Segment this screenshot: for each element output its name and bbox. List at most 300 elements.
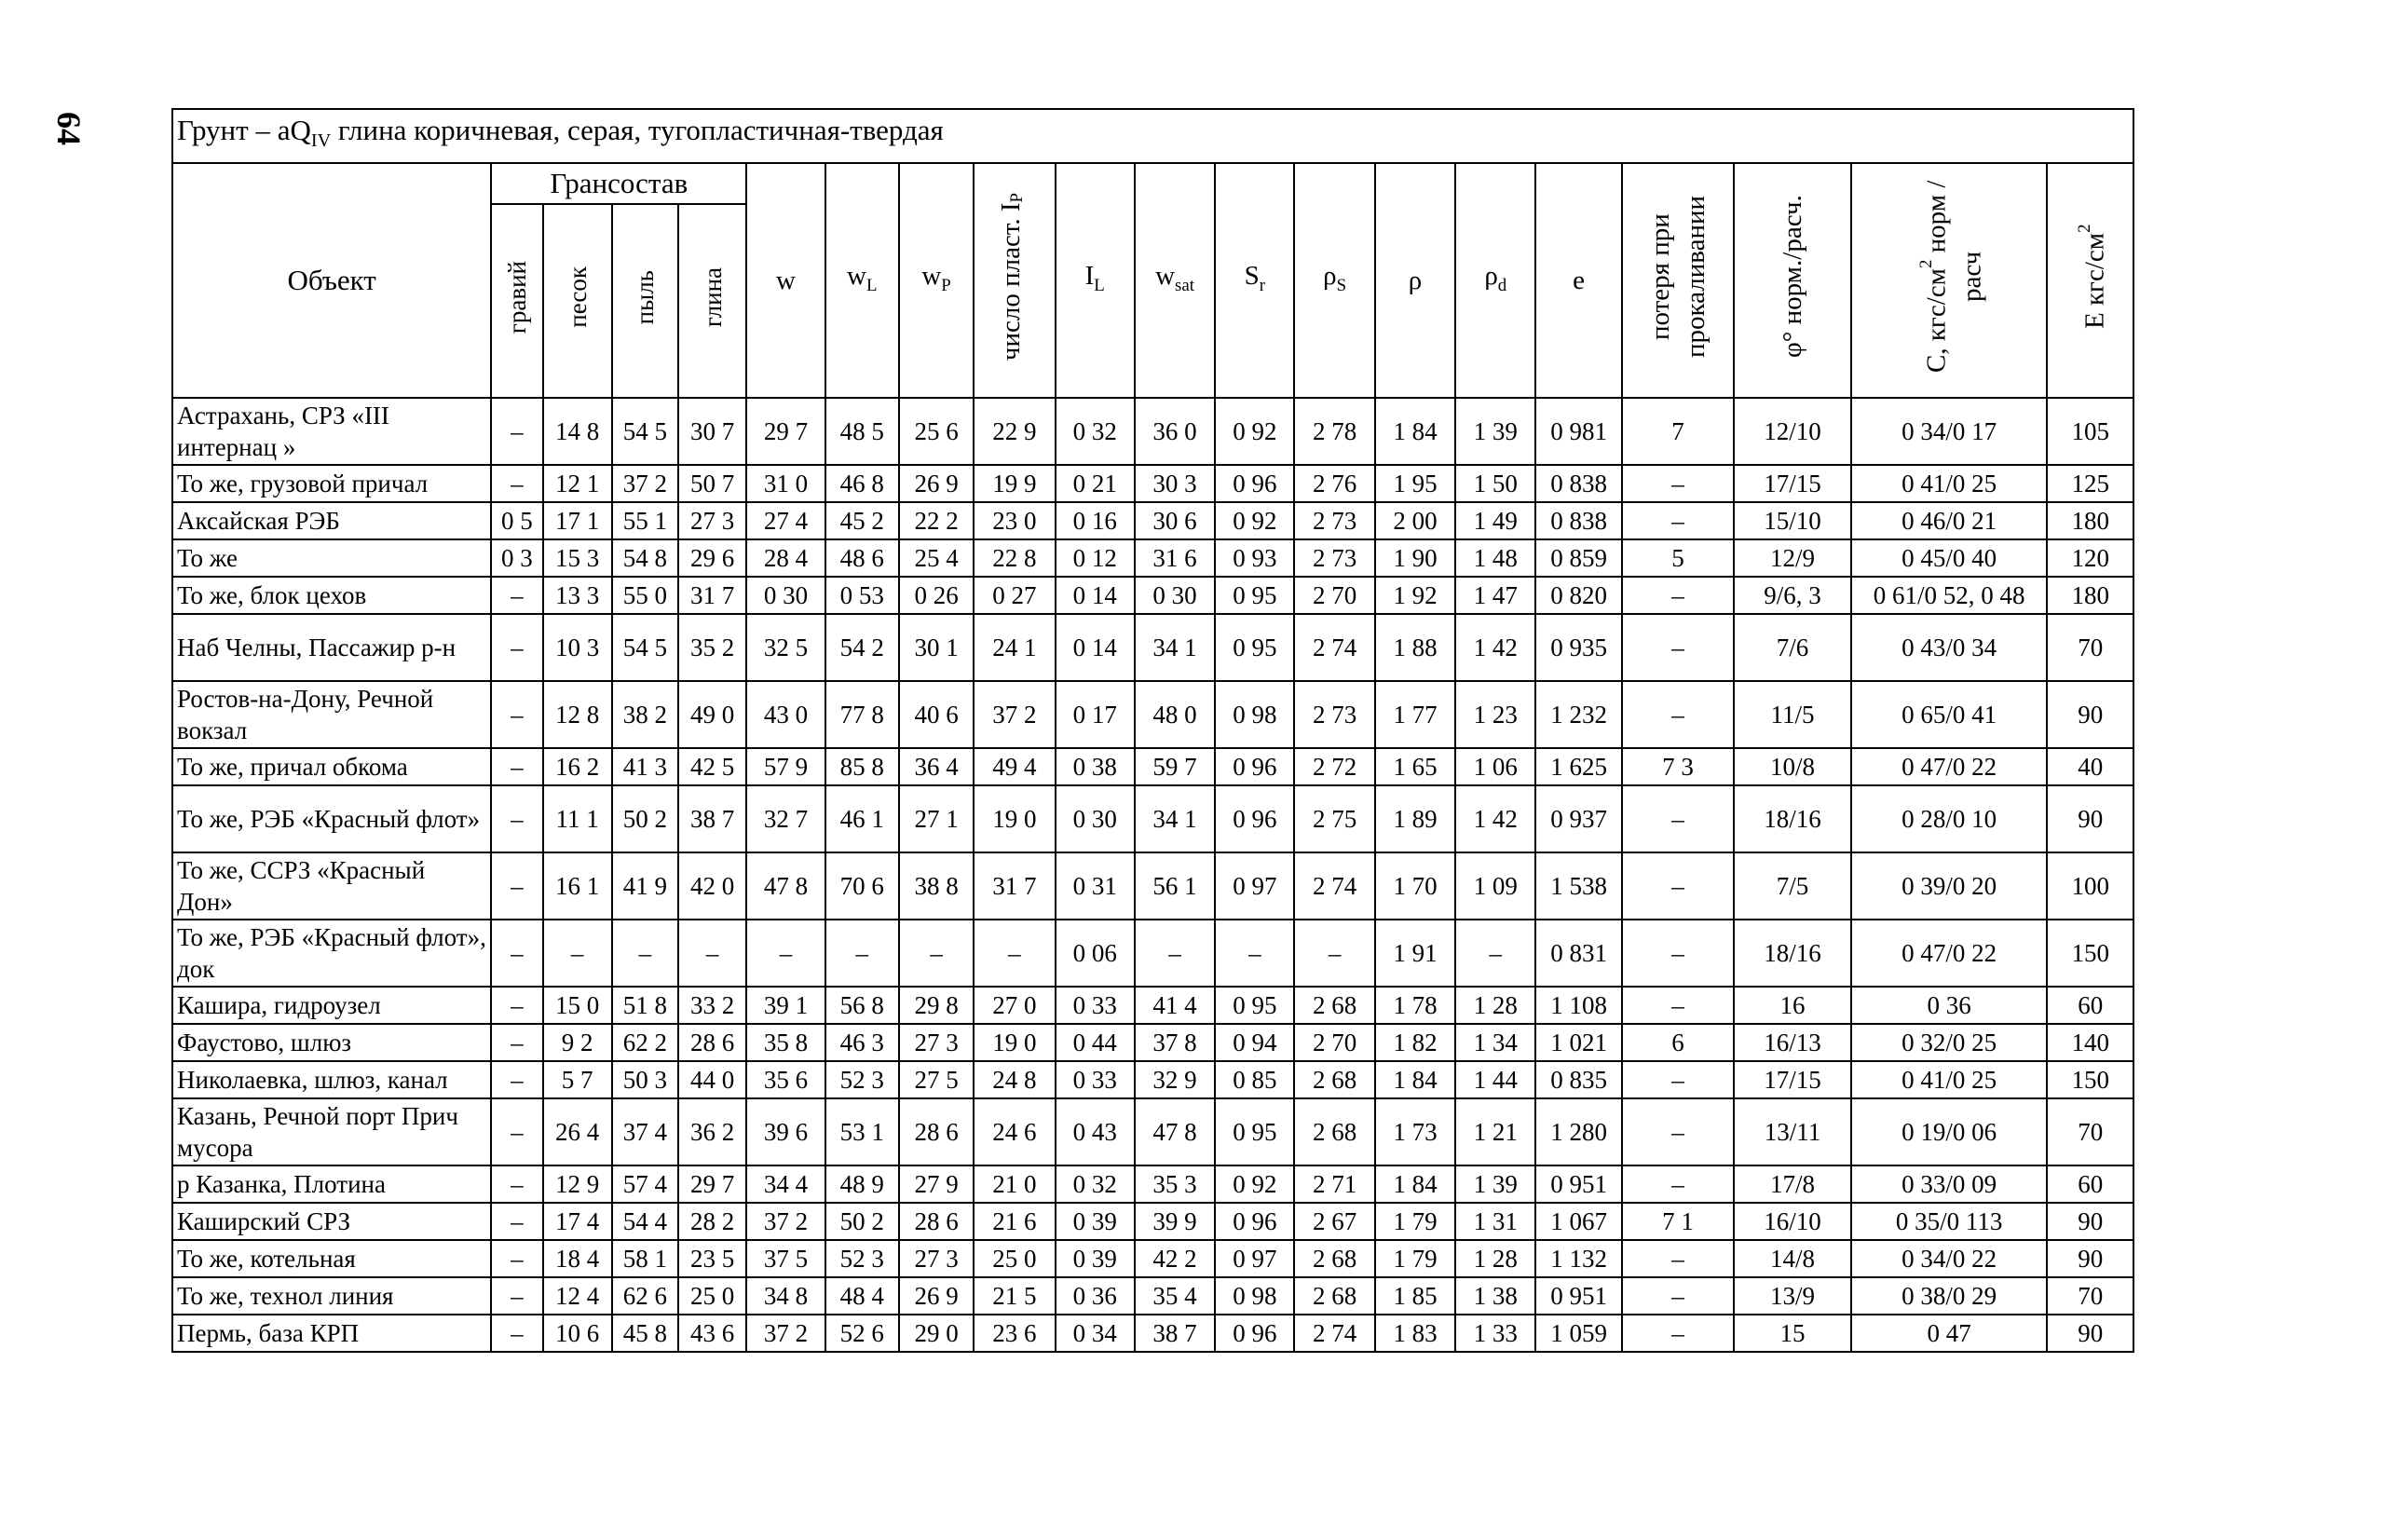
cell-wl: 48 5 — [825, 398, 899, 465]
cell-w: 32 7 — [746, 785, 825, 852]
cell-gravel: – — [491, 1277, 542, 1315]
cell-loss: – — [1622, 465, 1734, 502]
cell-rho: 1 78 — [1375, 987, 1455, 1024]
cell-clay: 27 3 — [678, 502, 746, 539]
cell-gravel: 0 3 — [491, 539, 542, 577]
cell-ip: 19 0 — [974, 1024, 1055, 1061]
cell-w: 34 8 — [746, 1277, 825, 1315]
cell-wp: 40 6 — [899, 681, 974, 748]
cell-sr: 0 96 — [1215, 1315, 1294, 1352]
cell-il: 0 36 — [1056, 1277, 1135, 1315]
cell-e: 1 538 — [1535, 852, 1621, 920]
cell-ip: 21 5 — [974, 1277, 1055, 1315]
cell-c: 0 34/0 17 — [1851, 398, 2048, 465]
cell-silt: 55 0 — [612, 577, 678, 614]
cell-wp: 0 26 — [899, 577, 974, 614]
cell-rhos: 2 68 — [1294, 1061, 1374, 1098]
cell-object: Кашира, гидроузел — [172, 987, 491, 1024]
cell-loss: 6 — [1622, 1024, 1734, 1061]
cell-ip: 22 9 — [974, 398, 1055, 465]
cell-rho: 1 82 — [1375, 1024, 1455, 1061]
cell-loss: – — [1622, 681, 1734, 748]
cell-wp: 25 4 — [899, 539, 974, 577]
cell-gravel: – — [491, 1203, 542, 1240]
cell-wsat: 41 4 — [1135, 987, 1215, 1024]
cell-silt: 54 5 — [612, 398, 678, 465]
cell-wl: 70 6 — [825, 852, 899, 920]
cell-sr: 0 97 — [1215, 852, 1294, 920]
cell-gravel: 0 5 — [491, 502, 542, 539]
cell-rho: 1 73 — [1375, 1098, 1455, 1165]
header-gravel-text: гравий — [502, 260, 531, 334]
cell-e: 90 — [2047, 1315, 2133, 1352]
cell-rho: 1 65 — [1375, 748, 1455, 785]
cell-phi: 11/5 — [1734, 681, 1850, 748]
cell-sand: 26 4 — [543, 1098, 612, 1165]
cell-rho: 1 84 — [1375, 1061, 1455, 1098]
cell-rhos: 2 74 — [1294, 852, 1374, 920]
table-row — [172, 577, 2133, 614]
table-row — [172, 502, 2133, 539]
cell-silt: 55 1 — [612, 502, 678, 539]
cell-wsat: 37 8 — [1135, 1024, 1215, 1061]
cell-c: 0 32/0 25 — [1851, 1024, 2048, 1061]
cell-sand: 17 1 — [543, 502, 612, 539]
cell-object: То же, котельная — [172, 1240, 491, 1277]
cell-phi: 15 — [1734, 1315, 1850, 1352]
cell-ip: – — [974, 920, 1055, 987]
header-clay-text: глина — [698, 266, 727, 328]
header-grain-group: Грансостав — [491, 163, 746, 204]
cell-sand: 12 4 — [543, 1277, 612, 1315]
cell-rho: 2 00 — [1375, 502, 1455, 539]
cell-e: 0 838 — [1535, 502, 1621, 539]
cell-e: 100 — [2047, 852, 2133, 920]
cell-rhos: 2 68 — [1294, 987, 1374, 1024]
cell-ip: 37 2 — [974, 681, 1055, 748]
cell-object: То же, причал обкома — [172, 748, 491, 785]
cell-silt: 38 2 — [612, 681, 678, 748]
cell-sr: 0 92 — [1215, 1165, 1294, 1203]
cell-il: 0 43 — [1056, 1098, 1135, 1165]
cell-c: 0 41/0 25 — [1851, 465, 2048, 502]
cell-silt: 50 2 — [612, 785, 678, 852]
cell-rhos: 2 72 — [1294, 748, 1374, 785]
cell-rhos: 2 76 — [1294, 465, 1374, 502]
cell-w: 0 30 — [746, 577, 825, 614]
header-rhod: $\rho_d$ — [1455, 163, 1535, 398]
cell-loss: 7 1 — [1622, 1203, 1734, 1240]
cell-il: 0 06 — [1056, 920, 1135, 987]
table-row — [172, 614, 2133, 681]
header-e-modulus — [2047, 163, 2133, 398]
cell-phi: 7/5 — [1734, 852, 1850, 920]
cell-ip: 27 0 — [974, 987, 1055, 1024]
cell-loss: – — [1622, 785, 1734, 852]
cell-wl: 56 8 — [825, 987, 899, 1024]
cell-sr: 0 95 — [1215, 1098, 1294, 1165]
header-c-text: С, кгс/$см^2$ норм /расч — [1915, 180, 1987, 374]
header-wsat: $w_{sat}$ — [1135, 163, 1215, 398]
table-row — [172, 1315, 2133, 1352]
cell-sr: 0 95 — [1215, 577, 1294, 614]
table-row — [172, 987, 2133, 1024]
cell-phi: 18/16 — [1734, 920, 1850, 987]
cell-wl: 54 2 — [825, 614, 899, 681]
cell-phi: 13/11 — [1734, 1098, 1850, 1165]
cell-rhos: 2 73 — [1294, 502, 1374, 539]
cell-silt: 54 5 — [612, 614, 678, 681]
cell-clay: 50 7 — [678, 465, 746, 502]
cell-rhos: 2 70 — [1294, 577, 1374, 614]
cell-gravel: – — [491, 987, 542, 1024]
table-row — [172, 920, 2133, 987]
header-ip — [974, 163, 1055, 398]
cell-phi: 12/10 — [1734, 398, 1850, 465]
cell-gravel: – — [491, 681, 542, 748]
cell-object: Каширский СРЗ — [172, 1203, 491, 1240]
cell-wp: 27 1 — [899, 785, 974, 852]
cell-wp: 27 3 — [899, 1240, 974, 1277]
table-title-text: Грунт – $aQ_{IV}$ глина коричневая, серая, тугопластичная-твердая — [177, 114, 944, 152]
cell-object: То же, ССРЗ «Красный Дон» — [172, 852, 491, 920]
cell-silt: 54 8 — [612, 539, 678, 577]
cell-e: 0 935 — [1535, 614, 1621, 681]
cell-e: 125 — [2047, 465, 2133, 502]
cell-object: То же, РЭБ «Красный флот», док — [172, 920, 491, 987]
cell-rho: 1 89 — [1375, 785, 1455, 852]
cell-il: 0 33 — [1056, 987, 1135, 1024]
header-c — [1851, 163, 2048, 398]
cell-phi: 17/15 — [1734, 1061, 1850, 1098]
cell-e: 90 — [2047, 785, 2133, 852]
cell-phi: 15/10 — [1734, 502, 1850, 539]
cell-silt: 41 9 — [612, 852, 678, 920]
cell-c: 0 47/0 22 — [1851, 920, 2048, 987]
cell-e: 70 — [2047, 1277, 2133, 1315]
header-object: Объект — [172, 163, 491, 398]
cell-w: 37 5 — [746, 1240, 825, 1277]
header-e-modulus-text: E кгс/$см^2$ — [2075, 224, 2111, 330]
cell-e: 150 — [2047, 1061, 2133, 1098]
cell-wsat: 0 30 — [1135, 577, 1215, 614]
cell-il: 0 14 — [1056, 577, 1135, 614]
cell-rhod: 1 23 — [1455, 681, 1535, 748]
cell-w: 35 8 — [746, 1024, 825, 1061]
cell-rhos: 2 74 — [1294, 1315, 1374, 1352]
cell-sand: 16 2 — [543, 748, 612, 785]
cell-clay: 35 2 — [678, 614, 746, 681]
cell-sand: 5 7 — [543, 1061, 612, 1098]
cell-rhod: 1 42 — [1455, 785, 1535, 852]
header-sand-text: песок — [563, 266, 592, 328]
cell-e: 0 831 — [1535, 920, 1621, 987]
cell-loss: – — [1622, 987, 1734, 1024]
cell-wsat: 35 4 — [1135, 1277, 1215, 1315]
cell-sr: 0 95 — [1215, 614, 1294, 681]
table-row — [172, 1024, 2133, 1061]
cell-loss: – — [1622, 577, 1734, 614]
cell-clay: 28 6 — [678, 1024, 746, 1061]
cell-rhod: 1 39 — [1455, 398, 1535, 465]
cell-rho: 1 79 — [1375, 1203, 1455, 1240]
cell-w: 37 2 — [746, 1203, 825, 1240]
cell-clay: 43 6 — [678, 1315, 746, 1352]
cell-rhod: 1 06 — [1455, 748, 1535, 785]
cell-sr: 0 92 — [1215, 398, 1294, 465]
cell-c: 0 61/0 52, 0 48 — [1851, 577, 2048, 614]
cell-w: 31 0 — [746, 465, 825, 502]
cell-e: 1 132 — [1535, 1240, 1621, 1277]
cell-phi: 16 — [1734, 987, 1850, 1024]
cell-gravel: – — [491, 1240, 542, 1277]
cell-rhod: 1 48 — [1455, 539, 1535, 577]
cell-rhod: 1 47 — [1455, 577, 1535, 614]
cell-w: 28 4 — [746, 539, 825, 577]
cell-clay: 36 2 — [678, 1098, 746, 1165]
cell-e: 0 859 — [1535, 539, 1621, 577]
cell-rhos: 2 68 — [1294, 1240, 1374, 1277]
cell-e: 0 820 — [1535, 577, 1621, 614]
cell-e: 0 951 — [1535, 1165, 1621, 1203]
header-wl: $w_L$ — [825, 163, 899, 398]
cell-c: 0 47/0 22 — [1851, 748, 2048, 785]
cell-sand: – — [543, 920, 612, 987]
soil-properties-table — [171, 108, 2134, 1353]
cell-object: То же, РЭБ «Красный флот» — [172, 785, 491, 852]
cell-object: Фаустово, шлюз — [172, 1024, 491, 1061]
cell-clay: 49 0 — [678, 681, 746, 748]
cell-ip: 23 6 — [974, 1315, 1055, 1352]
cell-sr: 0 98 — [1215, 681, 1294, 748]
cell-wsat: 47 8 — [1135, 1098, 1215, 1165]
cell-il: 0 32 — [1056, 1165, 1135, 1203]
cell-rho: 1 70 — [1375, 852, 1455, 920]
cell-wl: 46 3 — [825, 1024, 899, 1061]
header-il: $I_L$ — [1056, 163, 1135, 398]
cell-il: 0 39 — [1056, 1240, 1135, 1277]
cell-wl: 46 1 — [825, 785, 899, 852]
cell-sr: 0 98 — [1215, 1277, 1294, 1315]
cell-wsat: 56 1 — [1135, 852, 1215, 920]
cell-sr: 0 92 — [1215, 502, 1294, 539]
cell-e: 0 838 — [1535, 465, 1621, 502]
cell-ip: 24 6 — [974, 1098, 1055, 1165]
cell-w: 47 8 — [746, 852, 825, 920]
cell-object: Николаевка, шлюз, канал — [172, 1061, 491, 1098]
cell-silt: 45 8 — [612, 1315, 678, 1352]
cell-rhod: 1 44 — [1455, 1061, 1535, 1098]
cell-silt: 37 2 — [612, 465, 678, 502]
cell-ip: 19 0 — [974, 785, 1055, 852]
cell-phi: 10/8 — [1734, 748, 1850, 785]
cell-rhos: 2 74 — [1294, 614, 1374, 681]
cell-wsat: 39 9 — [1135, 1203, 1215, 1240]
cell-e: 70 — [2047, 614, 2133, 681]
cell-sand: 13 3 — [543, 577, 612, 614]
header-wp: $w_P$ — [899, 163, 974, 398]
cell-rhod: 1 33 — [1455, 1315, 1535, 1352]
cell-silt: 62 2 — [612, 1024, 678, 1061]
cell-loss: – — [1622, 920, 1734, 987]
cell-e: 140 — [2047, 1024, 2133, 1061]
cell-object: То же, блок цехов — [172, 577, 491, 614]
cell-clay: 42 0 — [678, 852, 746, 920]
table-row — [172, 1061, 2133, 1098]
cell-object: Аксайская РЭБ — [172, 502, 491, 539]
cell-wsat: 34 1 — [1135, 614, 1215, 681]
cell-rhod: 1 49 — [1455, 502, 1535, 539]
cell-rho: 1 77 — [1375, 681, 1455, 748]
cell-rhod: 1 28 — [1455, 1240, 1535, 1277]
cell-rho: 1 91 — [1375, 920, 1455, 987]
cell-ip: 19 9 — [974, 465, 1055, 502]
cell-object: То же, технол линия — [172, 1277, 491, 1315]
cell-silt: 50 3 — [612, 1061, 678, 1098]
cell-wsat: 59 7 — [1135, 748, 1215, 785]
cell-e: 90 — [2047, 1203, 2133, 1240]
cell-wp: 27 9 — [899, 1165, 974, 1203]
cell-loss: – — [1622, 502, 1734, 539]
cell-sr: 0 97 — [1215, 1240, 1294, 1277]
cell-wp: 26 9 — [899, 465, 974, 502]
cell-il: 0 12 — [1056, 539, 1135, 577]
cell-sr: 0 94 — [1215, 1024, 1294, 1061]
cell-rho: 1 84 — [1375, 398, 1455, 465]
cell-sand: 16 1 — [543, 852, 612, 920]
cell-c: 0 46/0 21 — [1851, 502, 2048, 539]
cell-c: 0 43/0 34 — [1851, 614, 2048, 681]
cell-rhod: 1 42 — [1455, 614, 1535, 681]
cell-wp: 27 3 — [899, 1024, 974, 1061]
cell-object: Астрахань, СРЗ «III интернац » — [172, 398, 491, 465]
cell-rhod: 1 31 — [1455, 1203, 1535, 1240]
cell-rho: 1 95 — [1375, 465, 1455, 502]
cell-rho: 1 79 — [1375, 1240, 1455, 1277]
cell-object: То же, грузовой причал — [172, 465, 491, 502]
cell-e: 120 — [2047, 539, 2133, 577]
cell-gravel: – — [491, 1061, 542, 1098]
cell-e: 90 — [2047, 681, 2133, 748]
cell-phi: 16/13 — [1734, 1024, 1850, 1061]
cell-wl: 52 3 — [825, 1240, 899, 1277]
cell-e: 40 — [2047, 748, 2133, 785]
cell-loss: – — [1622, 1240, 1734, 1277]
cell-ip: 21 0 — [974, 1165, 1055, 1203]
cell-e: 60 — [2047, 987, 2133, 1024]
cell-wsat: 30 6 — [1135, 502, 1215, 539]
header-e: e — [1535, 163, 1621, 398]
cell-silt: 54 4 — [612, 1203, 678, 1240]
table-row — [172, 681, 2133, 748]
cell-ip: 23 0 — [974, 502, 1055, 539]
cell-wl: 53 1 — [825, 1098, 899, 1165]
cell-gravel: – — [491, 920, 542, 987]
cell-c: 0 38/0 29 — [1851, 1277, 2048, 1315]
cell-e: 150 — [2047, 920, 2133, 987]
cell-sand: 12 1 — [543, 465, 612, 502]
cell-sr: 0 96 — [1215, 465, 1294, 502]
table-body — [172, 398, 2133, 1352]
cell-ip: 24 1 — [974, 614, 1055, 681]
cell-w: 35 6 — [746, 1061, 825, 1098]
cell-gravel: – — [491, 614, 542, 681]
cell-silt: 41 3 — [612, 748, 678, 785]
cell-ip: 21 6 — [974, 1203, 1055, 1240]
cell-il: 0 21 — [1056, 465, 1135, 502]
header-rho: ρ — [1375, 163, 1455, 398]
cell-wsat: 31 6 — [1135, 539, 1215, 577]
cell-wl: 85 8 — [825, 748, 899, 785]
cell-rhod: 1 39 — [1455, 1165, 1535, 1203]
cell-gravel: – — [491, 1165, 542, 1203]
cell-rhos: 2 68 — [1294, 1098, 1374, 1165]
cell-rhos: 2 73 — [1294, 681, 1374, 748]
header-rhos: $\rho_S$ — [1294, 163, 1374, 398]
cell-rhos: – — [1294, 920, 1374, 987]
cell-sand: 17 4 — [543, 1203, 612, 1240]
cell-gravel: – — [491, 785, 542, 852]
cell-c: 0 36 — [1851, 987, 2048, 1024]
cell-wsat: – — [1135, 920, 1215, 987]
cell-il: 0 30 — [1056, 785, 1135, 852]
cell-sr: 0 93 — [1215, 539, 1294, 577]
cell-w: 29 7 — [746, 398, 825, 465]
cell-loss: 7 3 — [1622, 748, 1734, 785]
cell-rho: 1 92 — [1375, 577, 1455, 614]
cell-clay: 29 7 — [678, 1165, 746, 1203]
table-row — [172, 852, 2133, 920]
cell-w: 32 5 — [746, 614, 825, 681]
cell-c: 0 34/0 22 — [1851, 1240, 2048, 1277]
cell-c: 0 39/0 20 — [1851, 852, 2048, 920]
cell-wsat: 32 9 — [1135, 1061, 1215, 1098]
cell-sand: 10 3 — [543, 614, 612, 681]
cell-e: 0 981 — [1535, 398, 1621, 465]
cell-sr: 0 96 — [1215, 1203, 1294, 1240]
page-number: 64 — [50, 112, 88, 145]
cell-loss: – — [1622, 1165, 1734, 1203]
cell-gravel: – — [491, 577, 542, 614]
table-row — [172, 465, 2133, 502]
cell-rho: 1 85 — [1375, 1277, 1455, 1315]
cell-wp: 28 6 — [899, 1098, 974, 1165]
cell-wl: – — [825, 920, 899, 987]
cell-c: 0 45/0 40 — [1851, 539, 2048, 577]
cell-il: 0 16 — [1056, 502, 1135, 539]
cell-wl: 52 3 — [825, 1061, 899, 1098]
cell-e: 180 — [2047, 577, 2133, 614]
table-row — [172, 539, 2133, 577]
cell-sand: 15 3 — [543, 539, 612, 577]
header-ip-text: число пласт. $I_P$ — [996, 192, 1028, 361]
cell-e: 1 021 — [1535, 1024, 1621, 1061]
cell-wp: 22 2 — [899, 502, 974, 539]
cell-rhos: 2 71 — [1294, 1165, 1374, 1203]
cell-rhod: 1 28 — [1455, 987, 1535, 1024]
cell-clay: 28 2 — [678, 1203, 746, 1240]
cell-rhos: 2 73 — [1294, 539, 1374, 577]
cell-e: 1 067 — [1535, 1203, 1621, 1240]
cell-rhos: 2 68 — [1294, 1277, 1374, 1315]
cell-ip: 31 7 — [974, 852, 1055, 920]
cell-wl: 52 6 — [825, 1315, 899, 1352]
cell-phi: 12/9 — [1734, 539, 1850, 577]
cell-sr: 0 96 — [1215, 748, 1294, 785]
cell-clay: 33 2 — [678, 987, 746, 1024]
cell-clay: 29 6 — [678, 539, 746, 577]
cell-e: 1 280 — [1535, 1098, 1621, 1165]
